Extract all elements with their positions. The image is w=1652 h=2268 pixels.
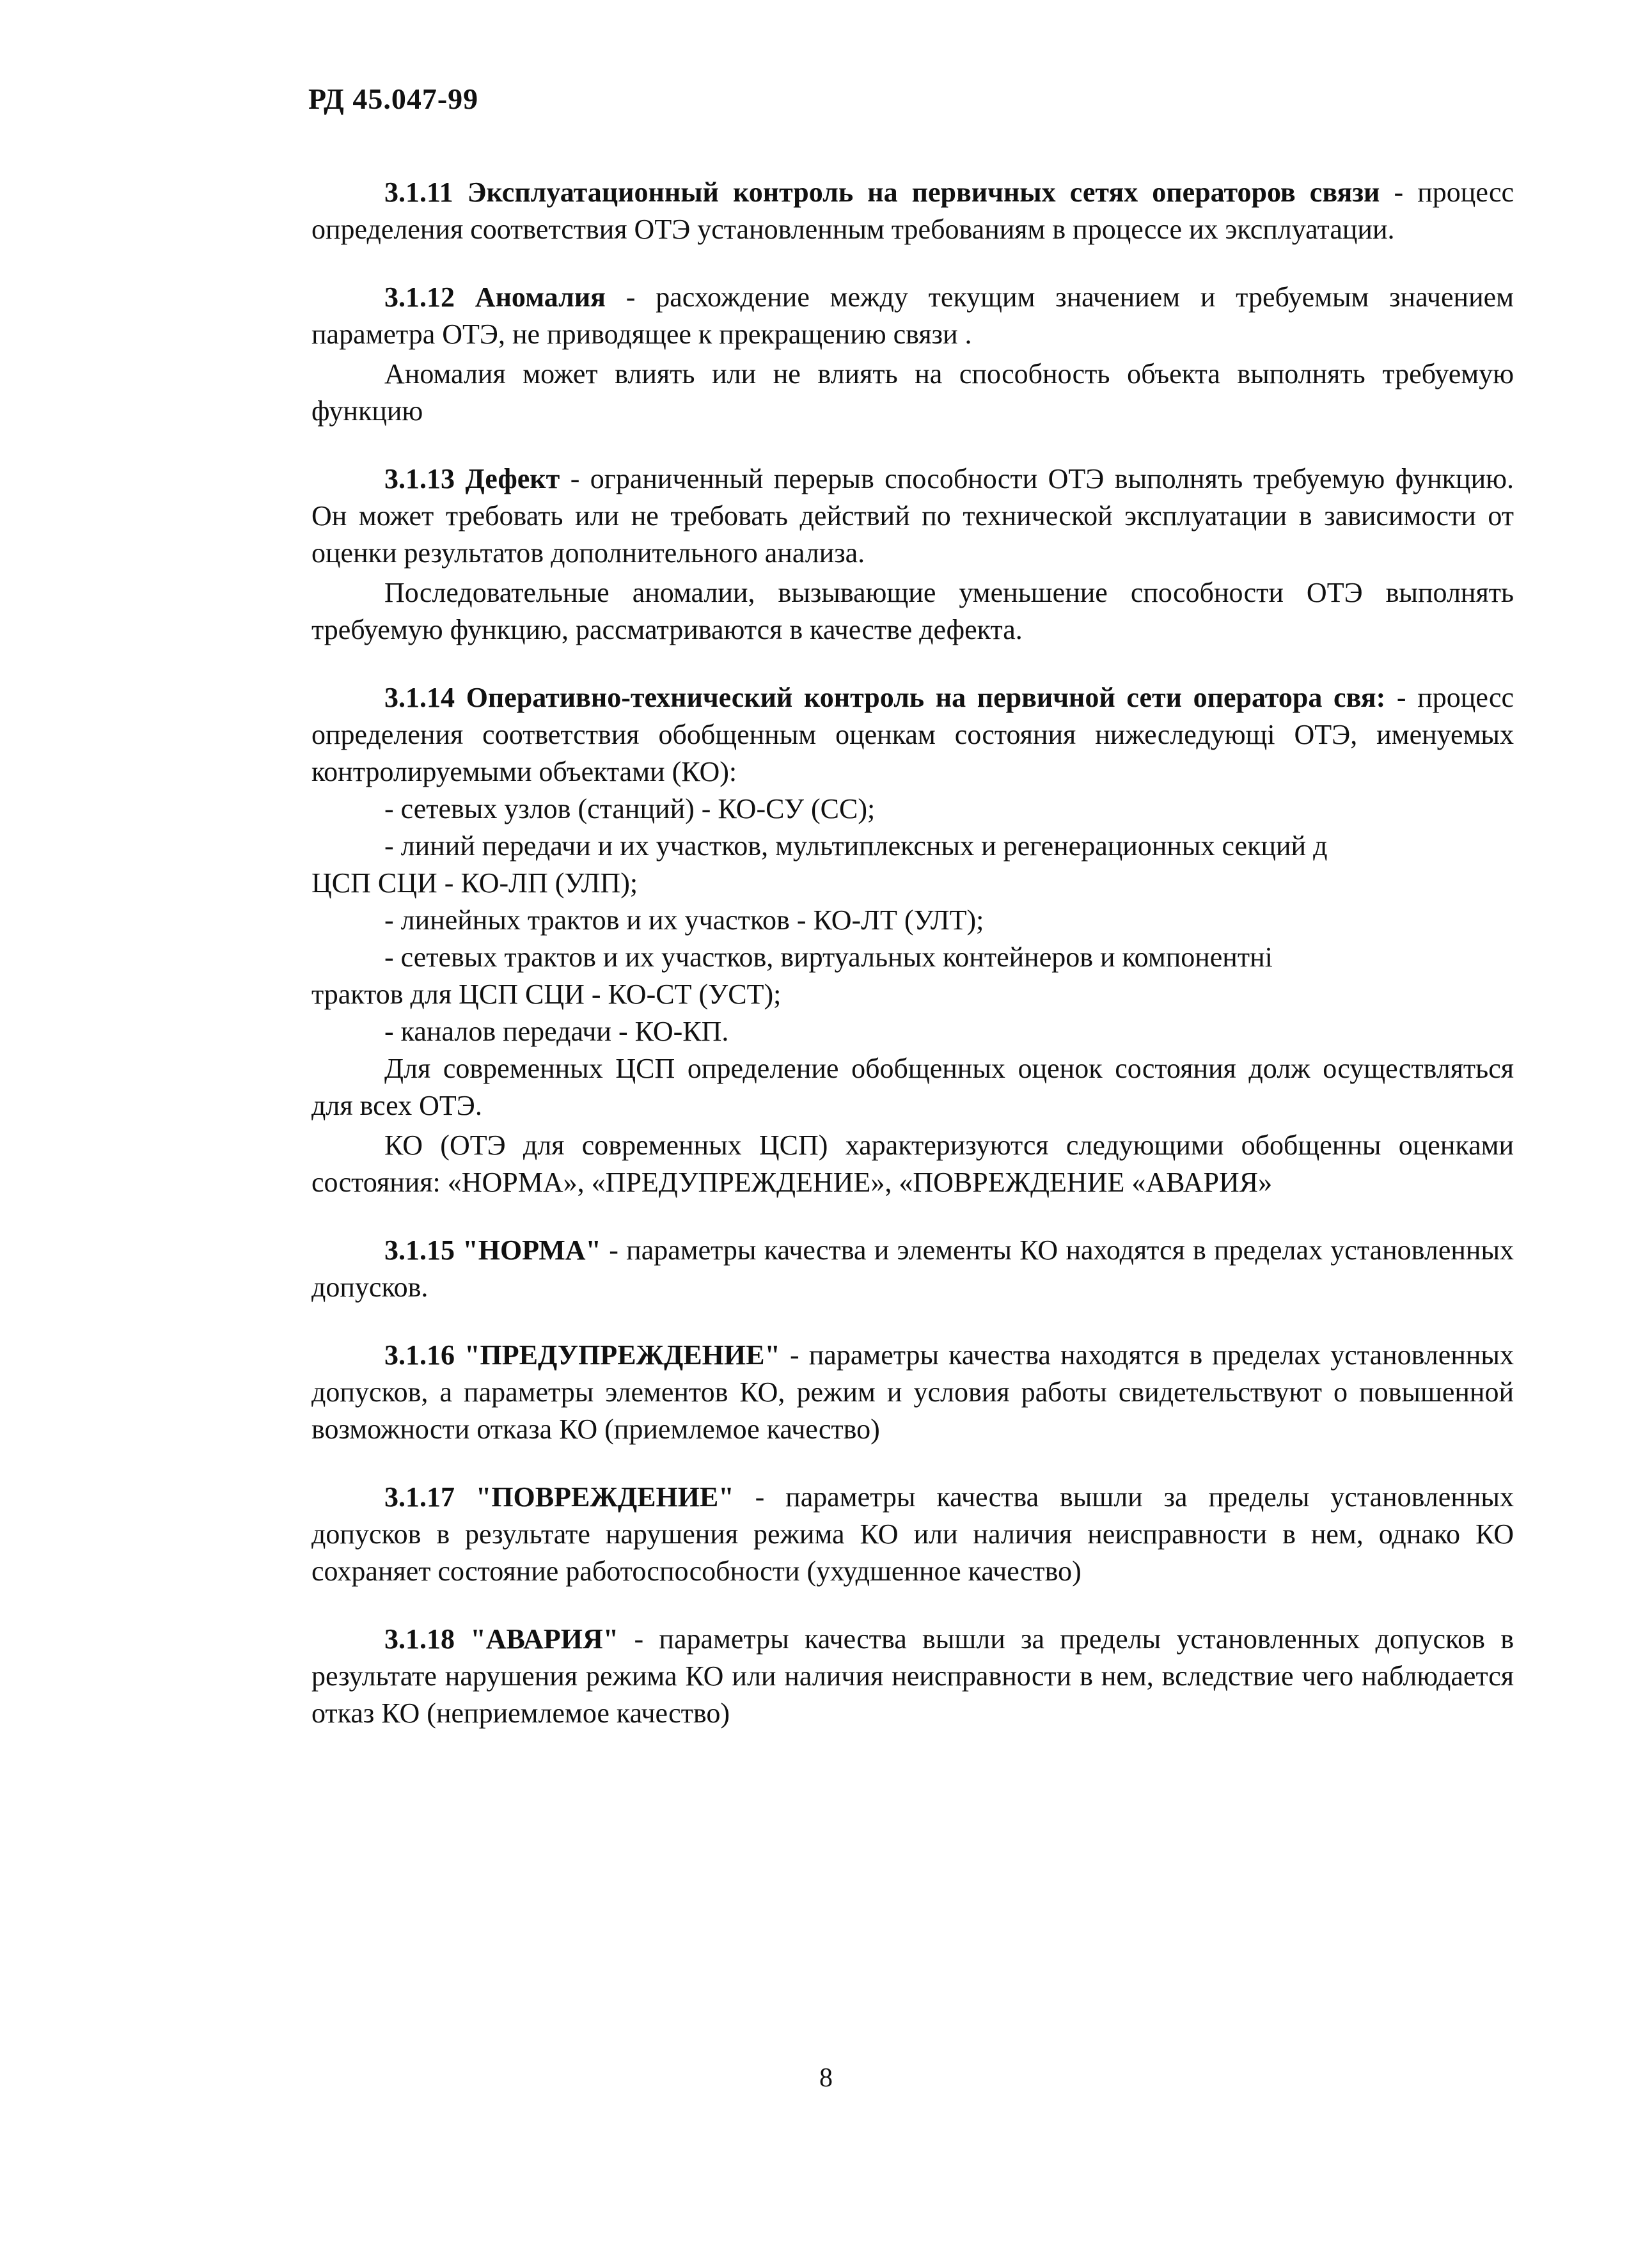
list-item: - сетевых узлов (станций) - КО-СУ (СС); [384, 793, 876, 824]
section-3-1-14 [311, 679, 1514, 1201]
term: "НОРМА" [462, 1234, 601, 1266]
section-number: 3.1.14 [384, 682, 455, 713]
section-3-1-11 [311, 174, 1514, 248]
document-body [311, 174, 1514, 1763]
section-number: 3.1.11 [384, 177, 453, 208]
section-number: 3.1.15 [384, 1234, 455, 1266]
definition-text: - параметры качества вышли за пределы установленных допусков в результате нарушения режима КО или наличия неисправности в нем, вследствие чего наблюдается отказ КО (неприемлемое качество) [311, 1623, 1514, 1729]
list-item-text: - линий передачи и их участков, мультиплексных и регенерационных секций д [384, 830, 1328, 862]
paragraph [311, 1479, 1514, 1590]
term: Дефект [465, 463, 560, 494]
term: Аномалия [475, 281, 606, 313]
list-item-continuation: ЦСП СЦИ - КО-ЛП (УЛП); [311, 867, 638, 899]
list-item-continuation: трактов для ЦСП СЦИ - КО-СТ (УСТ); [311, 979, 782, 1010]
list-item: - каналов передачи - КО-КП. [384, 1016, 729, 1047]
term: Эксплуатационный контроль на первичных сетях операторов связи [467, 177, 1380, 208]
definition-text: - параметры качества и элементы КО находятся в пределах установленных допусков. [311, 1234, 1514, 1303]
definition-text: - параметры качества находятся в пределах установленных допусков, а параметры элементов КО, режим и условия работы свидетельствуют о повышенной возможности отказа КО (приемлемое качество) [311, 1339, 1514, 1445]
term: "ПОВРЕЖДЕНИЕ" [475, 1481, 734, 1513]
list-item-text: - сетевых трактов и их участков, виртуальных контейнеров и компонентні [384, 941, 1273, 973]
paragraph [311, 279, 1514, 353]
section-number: 3.1.16 [384, 1339, 455, 1371]
paragraph [311, 1337, 1514, 1448]
term: "АВАРИЯ" [470, 1623, 619, 1655]
section-3-1-13 [311, 461, 1514, 649]
section-3-1-16 [311, 1337, 1514, 1448]
section-3-1-18 [311, 1621, 1514, 1732]
definition-text: - процесс определения соответствия обобщенным оценкам состояния нижеследующі ОТЭ, именуемых контролируемыми объектами (КО): [311, 682, 1514, 787]
paragraph [311, 174, 1514, 248]
paragraph [311, 1232, 1514, 1306]
paragraph: Последовательные аномалии, вызывающие уменьшение способности ОТЭ выполнять требуемую функцию, рассматриваются в качестве дефекта. [311, 577, 1514, 645]
definition-text: - ограниченный перерыв способности ОТЭ выполнять требуемую функцию. Он может требовать или не требовать действий по технической эксплуатации в зависимости от оценки результатов дополнительного анализа. [311, 463, 1514, 569]
section-number: 3.1.13 [384, 463, 455, 494]
term: "ПРЕДУПРЕЖДЕНИЕ" [464, 1339, 780, 1371]
paragraph: Для современных ЦСП определение обобщенных оценок состояния долж осуществляться для всех ОТЭ. [311, 1053, 1514, 1121]
definition-text: - параметры качества вышли за пределы установленных допусков в результате нарушения режима КО или наличия неисправности в нем, однако КО сохраняет состояние работоспособности (ухудшенное качество) [311, 1481, 1514, 1587]
section-number: 3.1.18 [384, 1623, 455, 1655]
definition-text: - расхождение между текущим значением и требуемым значением параметра ОТЭ, не приводящее к прекращению связи . [311, 281, 1514, 350]
section-number: 3.1.12 [384, 281, 455, 313]
section-number: 3.1.17 [384, 1481, 455, 1513]
definition-text: - процесс определения соответствия ОТЭ установленным требованиям в процессе их эксплуатации. [311, 177, 1514, 245]
list-item: - линейных трактов и их участков - КО-ЛТ (УЛТ); [384, 904, 984, 936]
page-number: 8 [819, 2063, 833, 2093]
paragraph [311, 1621, 1514, 1732]
paragraph: КО (ОТЭ для современных ЦСП) характеризуются следующими обобщенны оценками состояния: «НОРМА», «ПРЕДУПРЕЖДЕНИЕ», «ПОВРЕЖДЕНИЕ «АВАРИЯ» [311, 1130, 1514, 1198]
list-item [311, 828, 1514, 902]
paragraph: Аномалия может влиять или не влиять на способность объекта выполнять требуемую функцию [311, 358, 1514, 427]
section-3-1-12 [311, 279, 1514, 430]
section-3-1-17 [311, 1479, 1514, 1590]
term: Оперативно-технический контроль на первичной сети оператора свя: [466, 682, 1386, 713]
document-code: РД 45.047-99 [308, 83, 479, 115]
paragraph [311, 461, 1514, 572]
paragraph [311, 679, 1514, 791]
section-3-1-15 [311, 1232, 1514, 1306]
list-item [311, 939, 1514, 1013]
